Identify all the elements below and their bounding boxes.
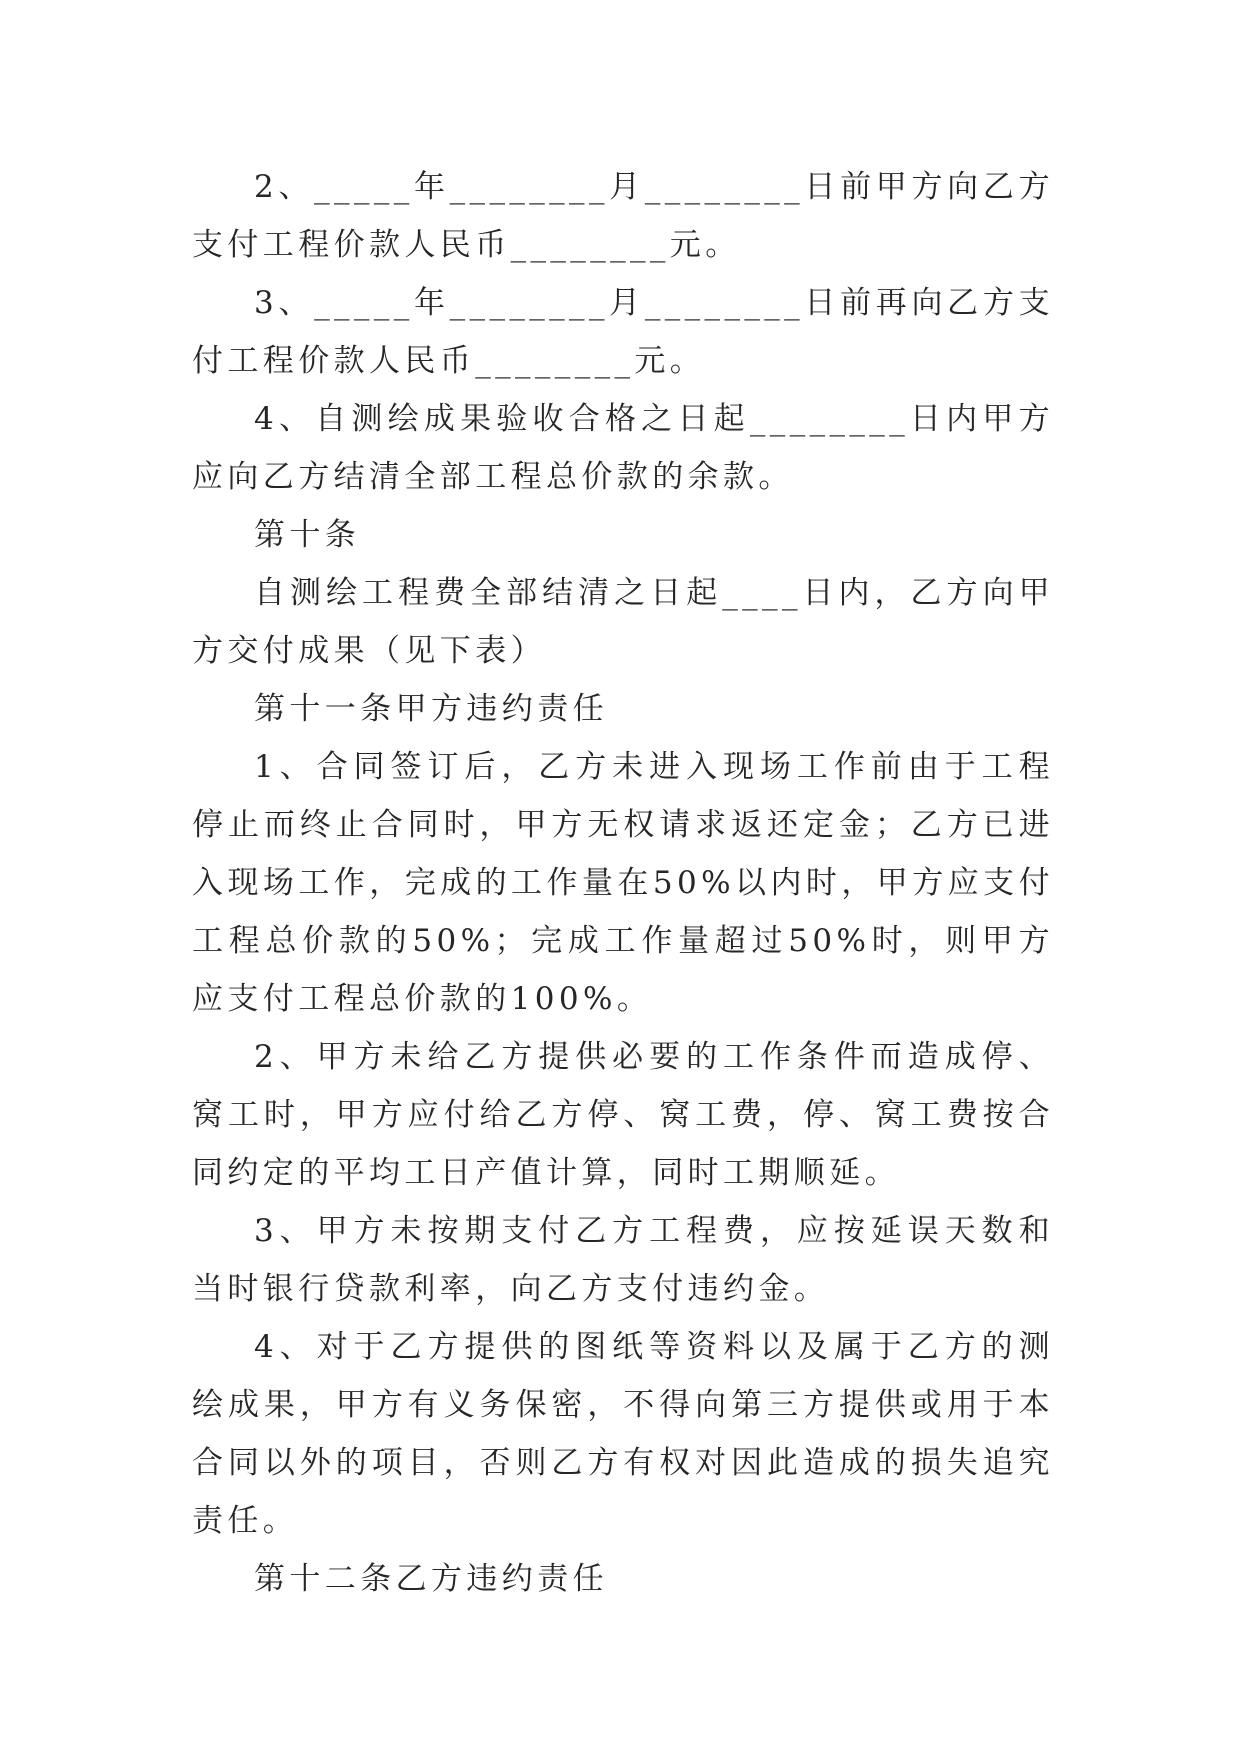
paragraph-payment-3: 3、_____年________月________日前再向乙方支付工程价款人民币________元。 [192,285,1054,379]
paragraph-payment-4: 4、自测绘成果验收合格之日起________日内甲方应向乙方结清全部工程总价款的余款。 [192,401,1054,495]
paragraph-payment-2: 2、_____年________月________日前甲方向乙方支付工程价款人民币________元。 [192,169,1054,263]
article-10-text: 自测绘工程费全部结清之日起____日内，乙方向甲方交付成果（见下表） [192,575,1054,669]
article-11-item-1: 1、合同签订后，乙方未进入现场工作前由于工程停止而终止合同时，甲方无权请求返还定金；乙方已进入现场工作，完成的工作量在50%以内时，甲方应支付工程总价款的50%；完成工作量超过50%时，则甲方应支付工程总价款的100%。 [192,749,1054,1017]
article-11-item-2: 2、甲方未给乙方提供必要的工作条件而造成停、窝工时，甲方应付给乙方停、窝工费，停、窝工费按合同约定的平均工日产值计算，同时工期顺延。 [192,1039,1054,1191]
article-11-item-4: 4、对于乙方提供的图纸等资料以及属于乙方的测绘成果，甲方有义务保密，不得向第三方提供或用于本合同以外的项目，否则乙方有权对因此造成的损失追究责任。 [192,1329,1054,1539]
article-11-item-3: 3、甲方未按期支付乙方工程费，应按延误天数和当时银行贷款利率，向乙方支付违约金。 [192,1213,1054,1307]
article-11-heading: 第十一条甲方违约责任 [254,691,608,727]
article-10-heading: 第十条 [254,517,361,553]
article-12-heading: 第十二条乙方违约责任 [254,1561,608,1597]
document-body [192,158,1054,1608]
